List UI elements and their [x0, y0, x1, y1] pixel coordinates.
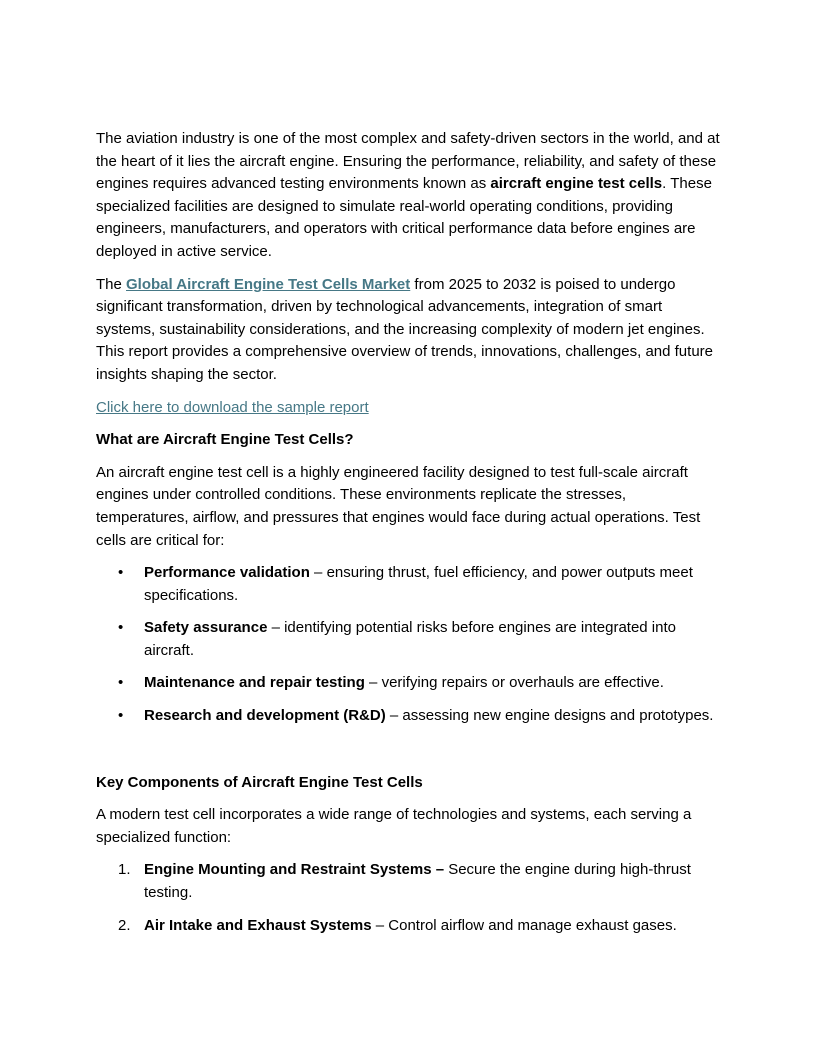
list-item [96, 562, 720, 607]
section-heading-what-are-test-cells: What are Aircraft Engine Test Cells? [96, 431, 354, 449]
list-item-title: Research and development (R&D) [144, 707, 386, 725]
intro-text-end: . These specialized facilities are designed to simulate real-world operating conditions, providing engineers, manufacturers, and operators with critical performance data before engines are deployed in active service. [96, 175, 712, 260]
intro-paragraph [96, 128, 720, 264]
list-item-text: – assessing new engine designs and prototypes. [385, 707, 714, 725]
list-item [96, 915, 720, 938]
critical-uses-list [96, 562, 720, 728]
list-item [96, 617, 720, 662]
list-item [96, 859, 720, 904]
list-item-text: – identifying potential risks before engines are integrated into aircraft. [144, 619, 676, 659]
list-item [96, 672, 720, 695]
list-item-text: – verifying repairs or overhauls are effective. [364, 674, 664, 692]
market-paragraph [96, 274, 720, 387]
list-item-text: – ensuring thrust, fuel efficiency, and power outputs meet specifications. [144, 564, 693, 604]
list-number: 2. [118, 916, 131, 934]
download-sample-link[interactable]: Click here to download the sample report [96, 398, 369, 416]
list-item-title: Air Intake and Exhaust Systems [144, 916, 372, 934]
section1-body: An aircraft engine test cell is a highly engineered facility designed to test full-scale aircraft engines under controlled conditions. These environments replicate the stresses, temperatures, airflow, and pressures that engines would face during actual operations. Test cells are critical for: [96, 463, 701, 549]
intro-bold-term: aircraft engine test cells [490, 175, 663, 193]
section2-body: A modern test cell incorporates a wide range of technologies and systems, each serving a specialized function: [96, 806, 692, 846]
section-heading-key-components: Key Components of Aircraft Engine Test Cells [96, 773, 423, 791]
bullet-icon: • [118, 674, 124, 692]
bullet-icon: • [118, 619, 124, 637]
intro-text-start: The aviation industry is one of the most complex and safety-driven sectors in the world, and at the heart of it lies the aircraft engine. Ensuring the performance, reliability, and safety of these engines requires advanced testing environments known as [96, 130, 720, 193]
list-item-title: Maintenance and repair testing [144, 674, 365, 692]
market-text-start: The [96, 275, 127, 293]
list-item-title: Safety assurance [144, 619, 268, 637]
bullet-icon: • [118, 564, 124, 582]
list-item-text: – Control airflow and manage exhaust gases. [371, 916, 677, 934]
list-number: 1. [118, 861, 131, 879]
section-spacer [96, 738, 720, 772]
market-text-end: from 2025 to 2032 is poised to undergo significant transformation, driven by technological advancements, integration of smart systems, sustainability considerations, and the increasing complexity of modern jet engines. This report provides a comprehensive overview of trends, innovations, challenges, and future insights shaping the sector. [96, 275, 713, 383]
components-list [96, 859, 720, 937]
list-item-title: Engine Mounting and Restraint Systems – [144, 861, 445, 879]
list-item-title: Performance validation [144, 564, 310, 582]
bullet-icon: • [118, 707, 124, 725]
list-item-text: Secure the engine during high-thrust testing. [144, 861, 691, 902]
list-item [96, 705, 720, 728]
market-report-link[interactable]: Global Aircraft Engine Test Cells Market [126, 275, 411, 293]
sample-link-line [96, 397, 720, 420]
